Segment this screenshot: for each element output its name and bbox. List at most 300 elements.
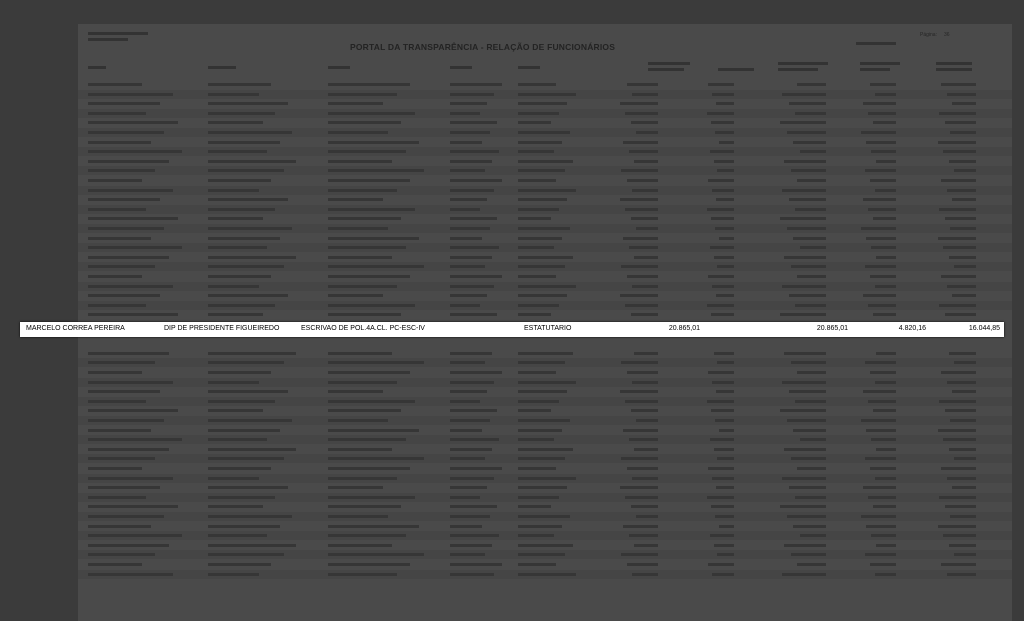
blurred-cell [780, 121, 826, 124]
table-row [78, 406, 1012, 415]
blurred-cell [328, 361, 424, 364]
blurred-cell [518, 525, 562, 528]
blurred-header-text [936, 62, 972, 65]
blurred-cell [634, 256, 658, 259]
blurred-cell [866, 141, 896, 144]
blurred-cell [518, 304, 559, 307]
table-row [78, 253, 1012, 262]
blurred-header-text [860, 68, 890, 71]
blurred-cell [636, 419, 658, 422]
blurred-cell [328, 208, 415, 211]
blurred-cell [712, 381, 734, 384]
blurred-cell [208, 361, 284, 364]
blurred-cell [943, 150, 976, 153]
blurred-cell [870, 563, 896, 566]
blurred-cell [518, 352, 573, 355]
blurred-cell [518, 438, 554, 441]
discounts: 4.820,16 [898, 325, 926, 332]
blurred-cell [873, 409, 896, 412]
table-row [78, 262, 1012, 271]
blurred-header-text [88, 38, 128, 41]
blurred-cell [629, 438, 658, 441]
blurred-cell [938, 237, 976, 240]
blurred-cell [711, 217, 734, 220]
blurred-cell [450, 553, 485, 556]
blurred-cell [208, 169, 284, 172]
table-row [78, 224, 1012, 233]
blurred-cell [208, 381, 259, 384]
blurred-cell [795, 304, 826, 307]
blurred-cell [719, 429, 734, 432]
blurred-cell [88, 304, 146, 307]
blurred-cell [450, 304, 480, 307]
blurred-cell [941, 371, 976, 374]
blurred-cell [950, 227, 976, 230]
blurred-header-text [328, 66, 350, 69]
table-row [78, 272, 1012, 281]
blurred-cell [952, 102, 976, 105]
blurred-cell [623, 429, 658, 432]
blurred-cell [627, 179, 658, 182]
blurred-header-text [936, 68, 972, 71]
blurred-cell [719, 525, 734, 528]
blurred-cell [707, 304, 734, 307]
blurred-cell [518, 256, 573, 259]
blurred-cell [861, 131, 896, 134]
blurred-cell [875, 573, 896, 576]
blurred-cell [328, 304, 415, 307]
blurred-cell [634, 544, 658, 547]
blurred-cell [782, 285, 826, 288]
blurred-cell [943, 534, 976, 537]
blurred-cell [328, 534, 406, 537]
table-row [78, 426, 1012, 435]
blurred-cell [950, 419, 976, 422]
blurred-cell [620, 102, 658, 105]
blurred-cell [518, 467, 556, 470]
blurred-cell [328, 352, 392, 355]
blurred-cell [88, 275, 142, 278]
blurred-cell [328, 227, 388, 230]
blurred-cell [328, 285, 397, 288]
blurred-cell [943, 246, 976, 249]
blurred-cell [208, 83, 271, 86]
blurred-cell [793, 237, 826, 240]
blurred-cell [450, 285, 494, 288]
blurred-cell [328, 102, 383, 105]
blurred-cell [328, 457, 424, 460]
blurred-cell [88, 256, 169, 259]
blurred-cell [328, 313, 401, 316]
table-row [78, 368, 1012, 377]
blurred-cell [208, 419, 292, 422]
blurred-cell [328, 553, 424, 556]
blurred-cell [518, 160, 573, 163]
blurred-cell [518, 285, 576, 288]
blurred-cell [868, 400, 896, 403]
blurred-cell [518, 563, 556, 566]
blurred-header-text [856, 42, 896, 45]
table-row [78, 483, 1012, 492]
blurred-cell [450, 486, 487, 489]
table-row [78, 541, 1012, 550]
table-row [78, 99, 1012, 108]
blurred-cell [88, 525, 151, 528]
blurred-cell [518, 371, 556, 374]
blurred-cell [876, 544, 896, 547]
blurred-cell [784, 352, 826, 355]
blurred-cell [875, 477, 896, 480]
blurred-cell [518, 141, 562, 144]
blurred-cell [208, 198, 288, 201]
blurred-cell [518, 313, 551, 316]
blurred-cell [623, 525, 658, 528]
blurred-cell [328, 256, 392, 259]
blurred-cell [518, 93, 576, 96]
blurred-cell [939, 496, 976, 499]
blurred-cell [863, 294, 896, 297]
blurred-cell [328, 563, 410, 566]
blurred-cell [328, 294, 383, 297]
table-row [78, 454, 1012, 463]
blurred-cell [625, 496, 658, 499]
blurred-cell [939, 208, 976, 211]
blurred-cell [621, 361, 658, 364]
table-row [78, 349, 1012, 358]
blurred-cell [870, 371, 896, 374]
blurred-cell [518, 169, 565, 172]
blurred-cell [450, 534, 499, 537]
blurred-cell [868, 496, 896, 499]
blurred-cell [632, 285, 658, 288]
blurred-cell [518, 265, 565, 268]
blurred-cell [88, 131, 164, 134]
blurred-cell [208, 217, 263, 220]
table-row [78, 80, 1012, 89]
blurred-cell [716, 486, 734, 489]
blurred-cell [795, 112, 826, 115]
blurred-cell [876, 160, 896, 163]
blurred-cell [450, 573, 494, 576]
blurred-cell [627, 467, 658, 470]
blurred-cell [88, 496, 146, 499]
blurred-cell [450, 563, 502, 566]
blurred-cell [954, 553, 976, 556]
blurred-cell [208, 467, 271, 470]
blurred-cell [450, 227, 490, 230]
blurred-cell [871, 534, 896, 537]
blurred-cell [711, 505, 734, 508]
blurred-cell [954, 169, 976, 172]
table-row [78, 522, 1012, 531]
blurred-cell [328, 198, 383, 201]
blurred-cell [947, 573, 976, 576]
blurred-cell [88, 419, 164, 422]
blurred-cell [780, 217, 826, 220]
blurred-cell [873, 217, 896, 220]
blurred-cell [208, 457, 284, 460]
blurred-cell [328, 429, 419, 432]
table-row [78, 195, 1012, 204]
blurred-cell [866, 237, 896, 240]
blurred-cell [208, 371, 271, 374]
blurred-cell [328, 438, 406, 441]
blurred-header-text [88, 32, 148, 35]
blurred-cell [873, 505, 896, 508]
employee-bond: ESTATUTARIO [524, 325, 572, 332]
blurred-cell [208, 102, 288, 105]
blurred-cell [518, 217, 551, 220]
blurred-cell [88, 285, 173, 288]
blurred-cell [712, 285, 734, 288]
highlighted-table-row[interactable] [20, 322, 1004, 337]
blurred-cell [632, 93, 658, 96]
blurred-cell [518, 102, 567, 105]
blurred-cell [450, 457, 485, 460]
table-row [78, 464, 1012, 473]
blurred-header-text [778, 62, 828, 65]
blurred-cell [707, 496, 734, 499]
blurred-cell [787, 515, 826, 518]
blurred-cell [88, 477, 173, 480]
blurred-cell [450, 237, 482, 240]
blurred-cell [629, 150, 658, 153]
blurred-cell [715, 515, 734, 518]
blurred-cell [797, 275, 826, 278]
blurred-header-text [518, 66, 540, 69]
blurred-cell [450, 429, 482, 432]
table-row [78, 378, 1012, 387]
blurred-cell [952, 198, 976, 201]
blurred-cell [208, 534, 267, 537]
legal-remuneration: 20.865,01 [816, 325, 848, 332]
blurred-cell [518, 237, 562, 240]
blurred-cell [328, 525, 419, 528]
blurred-cell [712, 189, 734, 192]
blurred-cell [636, 227, 658, 230]
blurred-cell [873, 313, 896, 316]
blurred-cell [795, 400, 826, 403]
blurred-cell [518, 83, 556, 86]
blurred-cell [954, 457, 976, 460]
blurred-cell [791, 169, 826, 172]
blurred-cell [450, 294, 487, 297]
blurred-cell [863, 102, 896, 105]
blurred-cell [949, 544, 976, 547]
blurred-cell [800, 438, 826, 441]
blurred-cell [518, 246, 554, 249]
blurred-cell [88, 534, 182, 537]
blurred-cell [868, 304, 896, 307]
blurred-cell [518, 198, 567, 201]
blurred-cell [784, 544, 826, 547]
blurred-cell [950, 515, 976, 518]
blurred-cell [208, 400, 275, 403]
blurred-cell [945, 217, 976, 220]
blurred-cell [450, 198, 487, 201]
blurred-cell [328, 246, 406, 249]
blurred-cell [518, 448, 573, 451]
blurred-cell [631, 313, 658, 316]
table-row [78, 118, 1012, 127]
blurred-cell [707, 112, 734, 115]
table-row [78, 560, 1012, 569]
blurred-cell [450, 448, 492, 451]
blurred-cell [208, 294, 288, 297]
blurred-cell [518, 496, 559, 499]
blurred-cell [631, 409, 658, 412]
blurred-cell [782, 189, 826, 192]
blurred-cell [208, 246, 267, 249]
blurred-cell [88, 448, 169, 451]
blurred-header-text [450, 66, 472, 69]
blurred-header-text [88, 66, 106, 69]
blurred-cell [625, 304, 658, 307]
blurred-cell [865, 265, 896, 268]
blurred-cell [328, 275, 410, 278]
table-row [78, 234, 1012, 243]
blurred-cell [629, 246, 658, 249]
blurred-cell [708, 83, 734, 86]
table-row [78, 310, 1012, 319]
blurred-cell [328, 217, 401, 220]
blurred-cell [208, 429, 280, 432]
blurred-cell [791, 265, 826, 268]
blurred-cell [518, 112, 559, 115]
blurred-cell [863, 198, 896, 201]
blurred-cell [947, 285, 976, 288]
blurred-cell [865, 169, 896, 172]
blurred-cell [876, 352, 896, 355]
blurred-cell [797, 467, 826, 470]
blurred-cell [789, 102, 826, 105]
blurred-cell [88, 169, 155, 172]
blurred-cell [627, 83, 658, 86]
blurred-cell [518, 381, 576, 384]
blurred-cell [88, 352, 169, 355]
net-salary: 16.044,85 [968, 325, 1000, 332]
blurred-cell [945, 505, 976, 508]
blurred-header-text [860, 62, 900, 65]
blurred-cell [88, 227, 164, 230]
blurred-cell [789, 486, 826, 489]
blurred-cell [780, 505, 826, 508]
table-row [78, 502, 1012, 511]
blurred-cell [518, 534, 554, 537]
blurred-cell [870, 179, 896, 182]
blurred-cell [88, 265, 155, 268]
blurred-cell [518, 505, 551, 508]
blurred-cell [208, 505, 263, 508]
blurred-cell [208, 160, 296, 163]
blurred-cell [634, 352, 658, 355]
blurred-cell [88, 208, 146, 211]
blurred-cell [631, 505, 658, 508]
page-title: PORTAL DA TRANSPARÊNCIA - RELAÇÃO DE FUNCIONÁRIOS [350, 42, 616, 52]
blurred-cell [621, 265, 658, 268]
blurred-cell [208, 573, 259, 576]
table-row [78, 90, 1012, 99]
blurred-cell [208, 112, 275, 115]
blurred-cell [328, 486, 383, 489]
blurred-cell [208, 208, 275, 211]
blurred-cell [873, 121, 896, 124]
blurred-cell [620, 294, 658, 297]
blurred-cell [208, 150, 267, 153]
blurred-cell [787, 419, 826, 422]
blurred-cell [708, 275, 734, 278]
blurred-cell [631, 121, 658, 124]
table-row [78, 435, 1012, 444]
blurred-cell [715, 419, 734, 422]
blurred-cell [714, 160, 734, 163]
blurred-cell [947, 93, 976, 96]
blurred-cell [797, 563, 826, 566]
blurred-cell [714, 256, 734, 259]
blurred-cell [861, 419, 896, 422]
blurred-cell [328, 419, 388, 422]
blurred-cell [328, 448, 392, 451]
blurred-cell [634, 160, 658, 163]
table-row [78, 282, 1012, 291]
blurred-cell [716, 198, 734, 201]
blurred-cell [208, 189, 259, 192]
blurred-cell [712, 93, 734, 96]
table-row [78, 445, 1012, 454]
blurred-cell [949, 160, 976, 163]
table-row [78, 109, 1012, 118]
blurred-header-text [718, 68, 754, 71]
blurred-cell [88, 160, 169, 163]
blurred-cell [871, 246, 896, 249]
blurred-cell [88, 429, 151, 432]
blurred-cell [518, 544, 573, 547]
blurred-cell [712, 573, 734, 576]
blurred-cell [625, 208, 658, 211]
blurred-cell [714, 544, 734, 547]
blurred-cell [450, 438, 499, 441]
blurred-cell [208, 237, 280, 240]
blurred-cell [450, 246, 499, 249]
blurred-cell [518, 419, 570, 422]
employee-position: ESCRIVAO DE POL.4A.CL. PC-ESC-IV [301, 325, 425, 332]
blurred-cell [787, 131, 826, 134]
blurred-cell [621, 457, 658, 460]
blurred-cell [870, 467, 896, 470]
blurred-cell [450, 313, 497, 316]
blurred-cell [620, 486, 658, 489]
blurred-cell [88, 294, 160, 297]
table-row [78, 550, 1012, 559]
blurred-cell [793, 525, 826, 528]
blurred-cell [518, 208, 559, 211]
blurred-cell [793, 429, 826, 432]
blurred-cell [328, 83, 410, 86]
blurred-cell [328, 505, 401, 508]
blurred-cell [629, 534, 658, 537]
blurred-cell [938, 429, 976, 432]
blurred-cell [450, 112, 480, 115]
blurred-cell [518, 294, 567, 297]
blurred-cell [328, 544, 392, 547]
blurred-cell [450, 160, 492, 163]
blurred-cell [328, 381, 397, 384]
blurred-cell [518, 150, 554, 153]
blurred-cell [450, 352, 492, 355]
table-row [78, 205, 1012, 214]
blurred-cell [208, 304, 275, 307]
blurred-cell [636, 515, 658, 518]
